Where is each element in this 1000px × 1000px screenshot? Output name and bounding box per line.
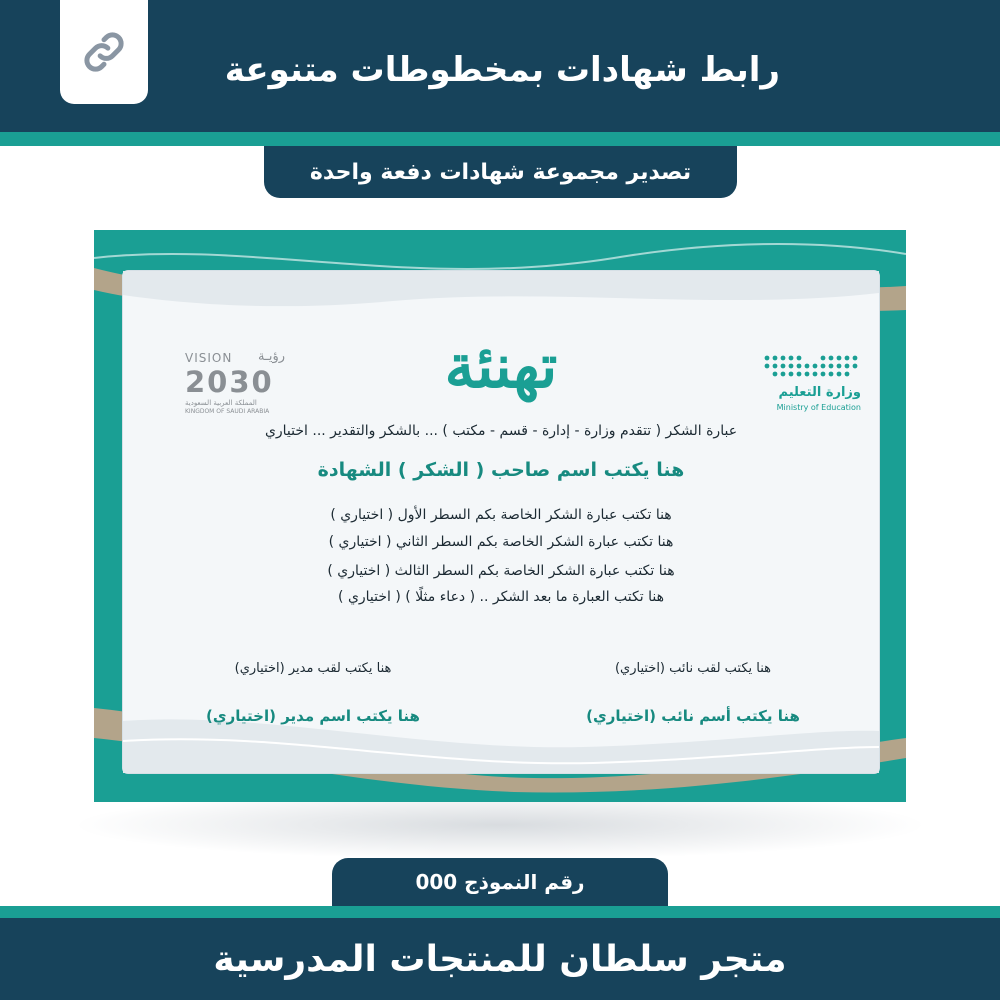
footer-bar bbox=[0, 918, 1000, 1000]
deputy-name: هنا يكتب أسم نائب (اختياري) bbox=[586, 707, 800, 725]
certificate-recipient-line: هنا يكتب اسم صاحب ( الشكر ) الشهادة bbox=[317, 459, 685, 481]
certificate-heading: تهنئة bbox=[444, 332, 558, 402]
certificate-intro-line: عبارة الشكر ( تتقدم وزارة - إدارة - قسم - مكتب ) ... بالشكر والتقدير ... اختياري bbox=[264, 423, 738, 439]
certificate-inner-card bbox=[122, 270, 880, 774]
model-number-badge bbox=[332, 858, 668, 906]
director-title: هنا يكتب لقب مدير (اختياري) bbox=[234, 661, 392, 676]
vision-logo-year: 2030 bbox=[185, 365, 274, 399]
deputy-title: هنا يكتب لقب نائب (اختياري) bbox=[614, 661, 772, 676]
certificate-body-line-3: هنا تكتب عبارة الشكر الخاصة بكم السطر الثالث ( اختياري ) bbox=[327, 563, 675, 579]
page-title: رابط شهادات بمخطوطات متنوعة bbox=[224, 50, 780, 90]
inner-top-waves bbox=[123, 271, 879, 321]
certificate-body-line-2: هنا تكتب عبارة الشكر الخاصة بكم السطر الثاني ( اختياري ) bbox=[328, 534, 674, 550]
vision-logo-kingdom-english: KINGDOM OF SAUDI ARABIA bbox=[185, 408, 270, 415]
link-button[interactable] bbox=[60, 0, 148, 104]
subheader-label: تصدير مجموعة شهادات دفعة واحدة bbox=[309, 159, 692, 185]
vision-logo-english: VISION bbox=[185, 351, 233, 365]
moe-logo-arabic: وزارة التعليم bbox=[778, 385, 861, 400]
subheader-badge bbox=[264, 146, 737, 198]
moe-logo-english: Ministry of Education bbox=[776, 403, 861, 412]
model-number-label: رقم النموذج 000 bbox=[415, 870, 585, 894]
footer-stripe bbox=[0, 906, 1000, 918]
vision-logo-kingdom-arabic: المملكة العربية السعودية bbox=[185, 399, 257, 407]
vision-logo-arabic: رؤيـة bbox=[258, 349, 285, 364]
certificate-body-line-4: هنا تكتب العبارة ما بعد الشكر .. ( دعاء مثلًا ) ( اختياري ) bbox=[338, 589, 664, 605]
certificate-body-line-1: هنا تكتب عبارة الشكر الخاصة بكم السطر الأول ( اختياري ) bbox=[330, 507, 672, 523]
link-icon bbox=[81, 29, 127, 75]
director-name: هنا يكتب اسم مدير (اختياري) bbox=[206, 707, 420, 725]
certificate-preview bbox=[94, 230, 906, 802]
store-name: متجر سلطان للمنتجات المدرسية bbox=[213, 938, 787, 980]
header-stripe bbox=[0, 132, 1000, 146]
